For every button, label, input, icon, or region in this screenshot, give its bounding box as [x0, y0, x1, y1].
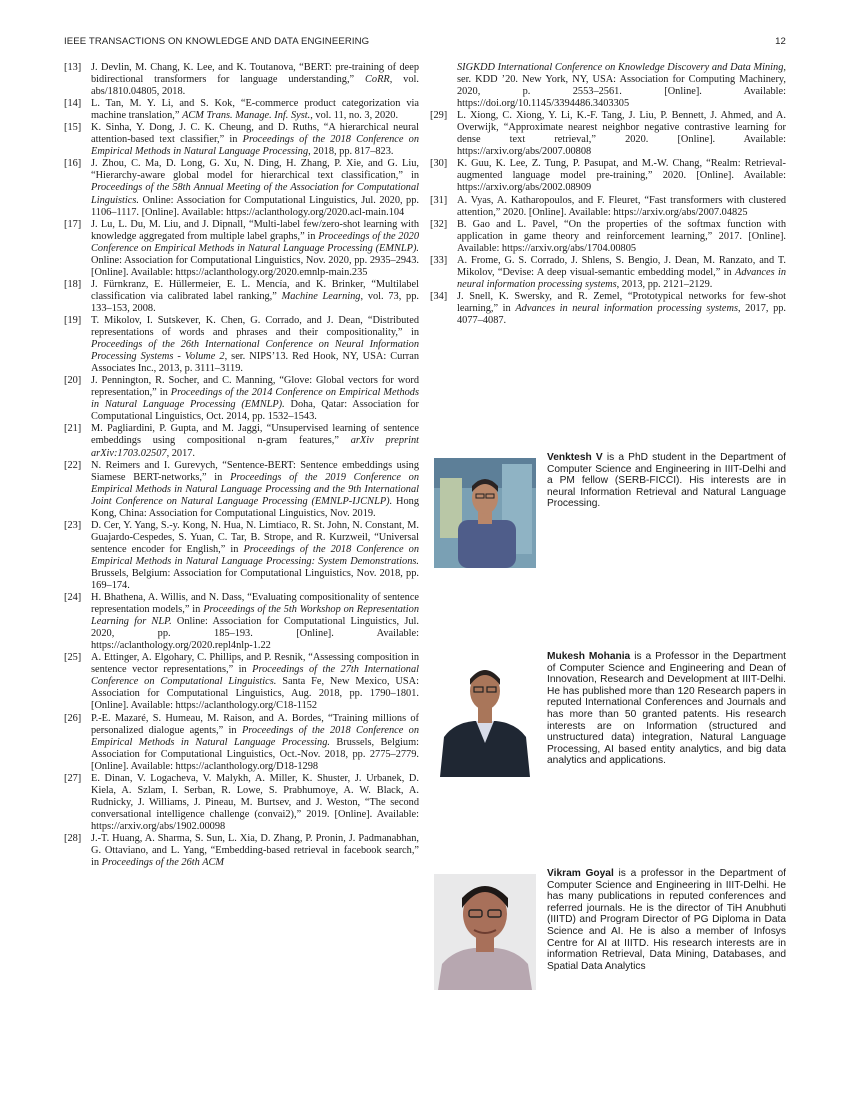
reference-venue: SIGKDD International Conference on Knowledge Discovery and Data Mining	[457, 62, 784, 73]
reference-details: , 2017, pp. 4077–4087.	[457, 302, 786, 326]
reference-number: [23]	[64, 519, 82, 531]
reference-venue: Proceedings of the 27th International Conference on Computational Linguistics.	[91, 664, 419, 688]
reference-number: [32]	[430, 218, 448, 230]
reference-item	[64, 423, 419, 459]
reference-venue: CoRR	[365, 74, 390, 86]
reference-details: Online: Association for Computational Linguistics, Jul. 2020, pp. 1106–1117. [Online]. Available: https://aclanthology.org/2020.acl-main.104	[91, 194, 419, 218]
reference-item	[430, 110, 786, 158]
reference-details: Hong Kong, China: Association for Computational Linguistics, Nov. 2019.	[91, 495, 419, 519]
reference-number: [15]	[64, 122, 82, 134]
reference-text: E. Dinan, V. Logacheva, V. Malykh, A. Miller, K. Shuster, J. Urbanek, D. Kiela, A. Szlam, I. Serban, R. Lowe, S. Prabhumoye, A. W. Black, A. Rudnicky, J. Williams, J. Pineau, M. Burtsev, and J. Weston, “The second conversational intelligence challenge (convai2),” 2019. [Online]. Available: https://arxiv.org/abs/1902.00098	[91, 772, 419, 832]
reference-item	[430, 219, 786, 255]
reference-details: , vol. abs/1810.04805, 2018.	[91, 74, 419, 98]
reference-text: H. Bhathena, A. Willis, and N. Dass, “Evaluating compositionality of sentence representation models,” in	[91, 592, 419, 616]
reference-item	[64, 279, 419, 315]
reference-venue: Proceedings of the 5th Workshop on Representation Learning for NLP.	[91, 604, 419, 628]
reference-text: M. Pagliardini, P. Gupta, and M. Jaggi, “Unsupervised learning of sentence embeddings using compositional n-gram features,”	[91, 423, 419, 447]
reference-text: J. Lu, L. Du, M. Liu, and J. Dipnall, “Multi-label few/zero-shot learning with knowledge aggregated from multiple label graphs,” in	[91, 218, 419, 242]
reference-details: , 2017.	[166, 447, 196, 459]
reference-venue: Proceedings of the 2020 Conference on Empirical Methods in Natural Language Processing (EMNLP).	[91, 230, 419, 254]
bio-description: is a Professor in the Department of Computer Science and Engineering and Dean of Innovation, Research and Development at IIIT-Delhi. He has published more than 120 Research papers in reputed International Conferences and Journals and has more than 50 granted patents. His research interests are on Information (structured and unstructured data) integration, Natural Language Processing, AI based entity analytics, and big data analytics and applications.	[547, 651, 787, 767]
reference-number: [18]	[64, 278, 82, 290]
reference-number: [24]	[64, 592, 82, 604]
reference-details: , vol. 11, no. 3, 2020.	[310, 110, 399, 122]
reference-item	[64, 773, 419, 833]
reference-venue: Machine Learning	[281, 290, 361, 302]
author-photo-venktesh	[434, 458, 536, 578]
reference-number: [30]	[430, 158, 448, 170]
reference-number: [21]	[64, 423, 82, 435]
reference-text: J. Snell, K. Swersky, and R. Zemel, “Prototypical networks for few-shot learning,” in	[457, 290, 786, 314]
references-right-column	[430, 62, 786, 327]
reference-number: [33]	[430, 254, 448, 266]
reference-text: J.-T. Huang, A. Sharma, S. Sun, L. Xia, D. Zhang, P. Pronin, J. Padmanabhan, G. Ottaviano, and L. Yang, “Embedding-based retrieval in facebook search,” in	[91, 833, 419, 869]
reference-text: A. Frome, G. S. Corrado, J. Shlens, S. Bengio, J. Dean, M. Ranzato, and T. Mikolov, “Devise: A deep visual-semantic embedding model,” in	[457, 254, 786, 278]
reference-text: J. Pennington, R. Socher, and C. Manning, “Glove: Global vectors for word representation,” in	[91, 375, 419, 399]
reference-text: J. Fürnkranz, E. Hüllermeier, E. L. Mencía, and K. Brinker, “Multilabel classification via calibrated label ranking,”	[91, 278, 419, 302]
reference-number: [25]	[64, 652, 82, 664]
reference-text: N. Reimers and I. Gurevych, “Sentence-BERT: Sentence embeddings using Siamese BERT-networks,” in	[91, 459, 419, 483]
reference-details: , ser. NIPS’13. Red Hook, NY, USA: Curran Associates Inc., 2013, p. 3111–3119.	[91, 351, 419, 375]
reference-details: Santa Fe, New Mexico, USA: Association for Computational Linguistics, Aug. 2018, pp. 1790–1801. [Online]. Available: https://aclanthology.org/C18-1152	[91, 676, 419, 712]
reference-item	[430, 158, 786, 194]
bio-text-venktesh	[547, 452, 786, 510]
bio-description: is a PhD student in the Department of Computer Science and Engineering in IIIT-Delhi and a PM fellow (SERB-FICCI). His interests are in neural Information Retrieval and Natural Language Processing.	[547, 452, 786, 510]
reference-number: [34]	[430, 290, 448, 302]
author-name: Mukesh Mohania	[547, 651, 631, 662]
reference-venue: Proceedings of the 26th International Conference on Neural Information Processing Systems - Volume 2	[91, 339, 419, 363]
reference-venue: ACM Trans. Manage. Inf. Syst.	[182, 110, 311, 122]
reference-text: A. Ettinger, A. Elgohary, C. Phillips, and P. Resnik, “Assessing composition in sentence vector representations,” in	[91, 652, 419, 676]
author-name: Vikram Goyal	[547, 868, 614, 879]
reference-text: L. Xiong, C. Xiong, Y. Li, K.-F. Tang, J. Liu, P. Bennett, J. Ahmed, and A. Overwijk, “Approximate nearest neighbor negative contrastive learning for dense text retrieval,” 2020. [Online]. Available: https://arxiv.org/abs/2007.00808	[457, 110, 786, 158]
reference-item	[64, 315, 419, 375]
reference-venue: Advances in neural information processing systems	[515, 302, 738, 314]
reference-number: [31]	[430, 194, 448, 206]
reference-number: [19]	[64, 314, 82, 326]
reference-number: [16]	[64, 158, 82, 170]
reference-item	[64, 592, 419, 652]
reference-number: [17]	[64, 218, 82, 230]
reference-venue: Proceedings of the 2019 Conference on Empirical Methods in Natural Language Processing and the 9th International Joint Conference on Natural Language Processing (EMNLP-IJCNLP).	[91, 471, 419, 507]
reference-number: [26]	[64, 712, 82, 724]
reference-details: , vol. 73, pp. 133–153, 2008.	[91, 290, 419, 314]
reference-venue: Proceedings of the 2014 Conference on Empirical Methods in Natural Language Processing (EMNLP).	[91, 387, 419, 411]
running-header	[64, 36, 786, 50]
reference-item	[64, 122, 419, 158]
references-left-column	[64, 62, 419, 869]
reference-number: [27]	[64, 772, 82, 784]
reference-item	[430, 291, 786, 327]
reference-venue: arXiv preprint arXiv:1703.02507	[91, 435, 419, 459]
reference-number: [13]	[64, 62, 82, 73]
reference-number: [14]	[64, 98, 82, 110]
bio-description: is a professor in the Department of Computer Science and Engineering in IIIT-Delhi. He has many publications in reputed conferences and referred journals. He is the director of TiH Anubhuti (IIITD) and Program Director of PG Diploma in Data Science and AI. He is also a member of Infosys Centre for AI at IIITD. His research interests are in information Retrieval, Data Mining, Databases, and Spatial Data Analytics	[547, 868, 786, 972]
reference-venue: Advances in neural information processing systems	[457, 266, 786, 290]
reference-text: K. Sinha, Y. Dong, J. C. K. Cheung, and D. Ruths, “A hierarchical neural attention-based text classifier,” in	[91, 122, 419, 146]
reference-details: , ser. KDD ’20. New York, NY, USA: Association for Computing Machinery, 2020, p. 2553–2561. [Online]. Available: https://doi.org/10.1145/3394486.3403305	[457, 62, 786, 110]
bio-text-goyal	[547, 868, 786, 972]
reference-text: B. Gao and L. Pavel, “On the properties of the softmax function with application in game theory and reinforcement learning,” 2017. [Online]. Available: https://arxiv.org/abs/1704.00805	[457, 218, 786, 254]
reference-28-continued	[430, 62, 786, 110]
reference-text: K. Guu, K. Lee, Z. Tung, P. Pasupat, and M.-W. Chang, “Realm: Retrieval-augmented language model pre-training,” 2020. [Online]. Available: https://arxiv.org/abs/2002.08909	[457, 158, 786, 194]
reference-number: [28]	[64, 833, 82, 844]
reference-text: L. Tan, M. Y. Li, and S. Kok, “E-commerce product categorization via machine translation,”	[91, 98, 419, 122]
reference-item	[64, 98, 419, 122]
reference-item	[64, 460, 419, 520]
reference-details: Brussels, Belgium: Association for Computational Linguistics, Oct.-Nov. 2018, pp. 2775–2779. [Online]. Available: https://aclanthology.org/D18-1298	[91, 736, 419, 772]
reference-item	[430, 255, 786, 291]
reference-text: J. Devlin, M. Chang, K. Lee, and K. Toutanova, “BERT: pre-training of deep bidirectional transformers for language understanding,”	[91, 62, 419, 86]
reference-venue: Proceedings of the 2018 Conference on Empirical Methods in Natural Language Processing	[91, 134, 419, 158]
reference-text: J. Zhou, C. Ma, D. Long, G. Xu, N. Ding, H. Zhang, P. Xie, and G. Liu, “Hierarchy-aware global model for hierarchical text classification,” in	[91, 158, 419, 182]
reference-venue: Proceedings of the 2018 Conference on Empirical Methods in Natural Language Processing: System Demonstrations.	[91, 543, 419, 567]
reference-item	[64, 520, 419, 592]
reference-details: Online: Association for Computational Linguistics, Nov. 2020, pp. 2935–2943. [Online]. Available: https://aclanthology.org/2020.emnlp-main.235	[91, 254, 419, 278]
reference-item	[64, 833, 419, 869]
reference-number: [22]	[64, 459, 82, 471]
reference-number: [20]	[64, 375, 82, 387]
reference-item	[64, 219, 419, 279]
reference-number: [29]	[430, 110, 448, 122]
reference-venue: Proceedings of the 2018 Conference on Empirical Methods in Natural Language Processing.	[91, 724, 419, 748]
reference-item	[64, 375, 419, 423]
reference-text: A. Vyas, A. Katharopoulos, and F. Fleuret, “Fast transformers with clustered attention,” 2020. [Online]. Available: https://arxiv.org/abs/2007.04825	[457, 194, 786, 218]
reference-details: Brussels, Belgium: Association for Computational Linguistics, Nov. 2018, pp. 169–174.	[91, 567, 419, 592]
reference-details: Online: Association for Computational Linguistics, Jul. 2020, pp. 185–193. [Online]. Available: https://aclanthology.org/2020.repl4nlp-1.22	[91, 616, 419, 652]
author-name: Venktesh V	[547, 452, 603, 463]
reference-details: Doha, Qatar: Association for Computational Linguistics, Oct. 2014, pp. 1532–1543.	[91, 399, 419, 423]
reference-text: D. Cer, Y. Yang, S.-y. Kong, N. Hua, N. Limtiaco, R. St. John, N. Constant, M. Guajardo-Cespedes, S. Yuan, C. Tar, B. Strope, and R. Kurzweil, “Universal sentence encoder for English,” in	[91, 519, 419, 555]
reference-details: , 2018, pp. 817–823.	[308, 146, 394, 158]
bio-text-mohania	[547, 651, 786, 767]
reference-venue: Proceedings of the 26th ACM	[101, 857, 225, 869]
reference-venue: Proceedings of the 58th Annual Meeting of the Association for Computational Linguistics.	[91, 182, 419, 206]
reference-text: T. Mikolov, I. Sutskever, K. Chen, G. Corrado, and J. Dean, “Distributed representations of words and phrases and their compositionality,” in	[91, 314, 419, 339]
page-number: 12	[775, 36, 786, 47]
reference-item	[64, 652, 419, 712]
journal-title: IEEE TRANSACTIONS ON KNOWLEDGE AND DATA ENGINEERING	[64, 36, 370, 47]
reference-item	[64, 158, 419, 218]
reference-item	[430, 195, 786, 219]
author-photo-goyal	[434, 874, 536, 990]
reference-item	[64, 62, 419, 98]
author-photo-mohania	[434, 659, 536, 777]
reference-item	[64, 713, 419, 773]
reference-text: P.-E. Mazaré, S. Humeau, M. Raison, and A. Bordes, “Training millions of personalized dialogue agents,” in	[91, 712, 419, 736]
reference-details: , 2013, pp. 2121–2129.	[616, 278, 713, 290]
